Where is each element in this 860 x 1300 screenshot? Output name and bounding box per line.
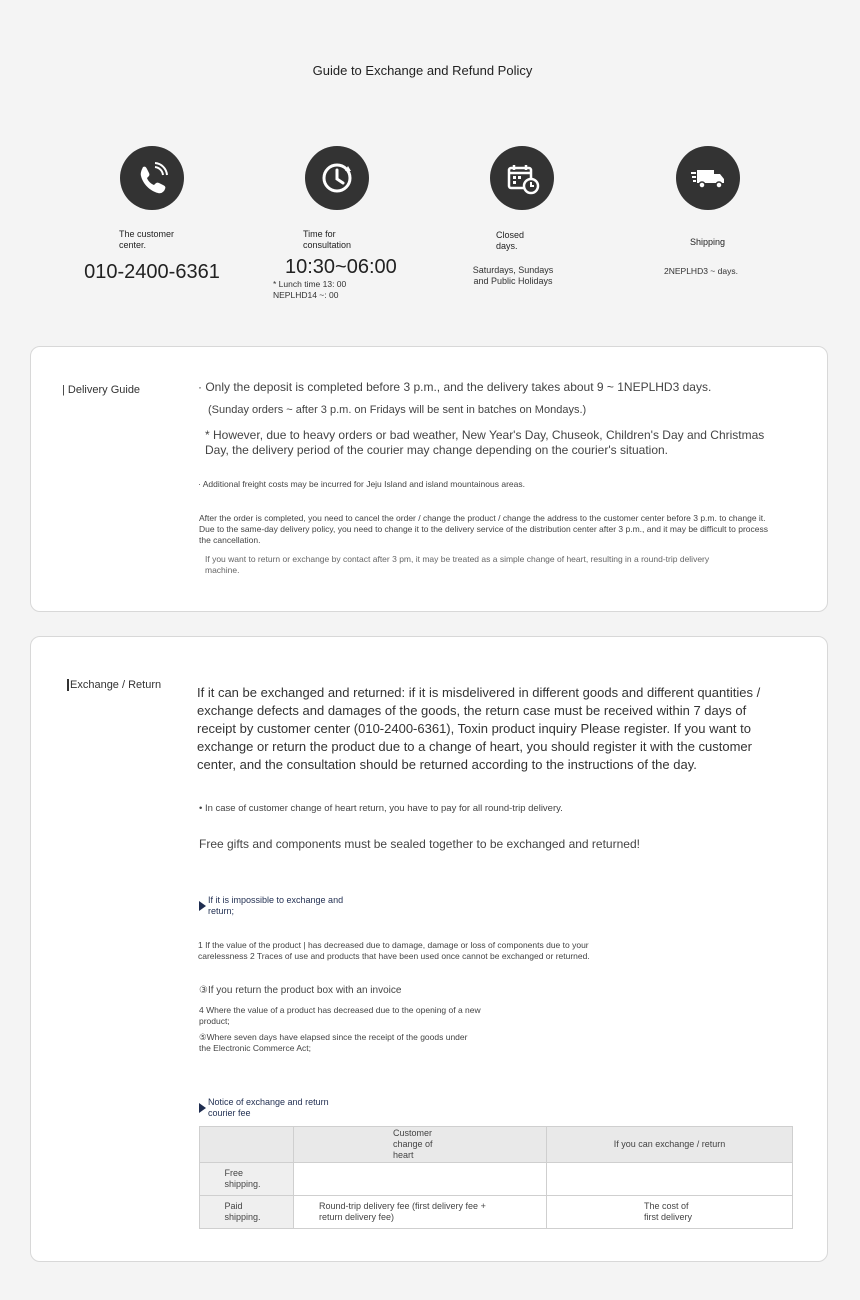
delivery-line-2: (Sunday orders ~ after 3 p.m. on Fridays will be sent in batches on Mondays.) [208,404,587,416]
table-row-text: Paid shipping. [224,1201,261,1222]
info-closed-days [442,146,602,287]
exchange-paragraph: If it can be exchanged and returned: if it is misdelivered in different goods and different quantities / exchange defects and damages of the goods, the return case must be received within 7 days of receipt by customer center (010-2400-6361), Toxin product inquiry Please register. If you want to exchange or return the product due to a change of heart, you should register it with the customer center, and the consultation should be returned according to the instructions of the day. [197,685,761,772]
delivery-line-3: * However, due to heavy orders or bad weather, New Year's Day, Chuseok, Children's Day and Christmas Day, the delivery period of the courier may change depending on the courier's situation. [205,428,765,457]
fee-heading [199,1097,349,1119]
change-of-heart-bullet: • In case of customer change of heart return, you have to pay for all round-trip delivery. [199,803,563,814]
info-label: Shipping [690,237,726,247]
phone-icon [120,146,184,210]
table-row-paid-shipping [200,1196,294,1229]
impossible-item-3: ③If you return the product box with an invoice [199,985,402,996]
table-row-text: Free shipping. [224,1168,261,1189]
calendar-icon [490,146,554,210]
table-cell-text: Round-trip delivery fee (first delivery fee + return delivery fee) [319,1201,486,1222]
delivery-line-4: · Additional freight costs may be incurred for Jeju Island and island mountainous areas. [198,479,525,489]
table-cell-blank [294,1163,547,1196]
delivery-line-5: After the order is completed, you need to cancel the order / change the product / change the address to the customer center before 3 p.m. to change it. Due to the same-day delivery policy, you need to change it to the delivery service of the distribution center after 3 p.m., and it may be difficult to process the cancellation. [199,513,769,545]
delivery-line-6: If you want to return or exchange by contact after 3 pm, it may be treated as a simple change of heart, resulting in a round-trip delivery machine. [205,554,710,575]
lunch-note-2: NEPLHD14 ~: 00 [273,290,339,300]
table-row-free-shipping [200,1163,294,1196]
info-consultation-time [257,146,417,301]
table-corner-cell [200,1127,294,1163]
info-customer-center [72,146,232,284]
impossible-item-1: 1 If the value of the product | has decreased due to damage, damage or loss of components due to your carelessness 2 Traces of use and products that have been used once cannot be exchanged or returned. [198,940,590,961]
info-label: The customer center. [119,229,175,250]
table-header-text: Customer change of heart [393,1128,433,1160]
gifts-note: Free gifts and components must be sealed together to be exchanged and returned! [199,837,640,851]
table-cell-first-delivery [547,1196,793,1229]
table-header-change-of-heart [294,1127,547,1163]
table-cell-round-trip [294,1196,547,1229]
exchange-return-label: Exchange / Return [67,679,161,691]
shipping-note: 2NEPLHD3 ~ days. [664,266,738,276]
page-title: Guide to Exchange and Refund Policy [312,63,533,78]
impossible-item-4: 4 Where the value of a product has decreased due to the opening of a new product; [199,1005,481,1026]
delivery-guide-label: | Delivery Guide [62,384,141,396]
closed-days-note-2: and Public Holidays [473,276,553,286]
phone-number: 010-2400-6361 [84,261,220,283]
truck-icon [676,146,740,210]
consultation-hours: 10:30~06:00 [285,256,397,278]
info-shipping [628,146,788,277]
triangle-icon [199,901,206,911]
clock-icon [305,146,369,210]
triangle-icon [199,1103,206,1113]
impossible-heading [199,895,359,917]
exchange-return-card [30,636,828,1262]
info-label: Time for consultation [303,229,352,250]
impossible-item-5: ⑤Where seven days have elapsed since the receipt of the goods under the Electronic Commerce Act; [199,1032,468,1053]
table-cell-blank [547,1163,793,1196]
info-label: Closed days. [496,230,525,251]
table-cell-text: The cost of first delivery [644,1201,693,1222]
closed-days-note: Saturdays, Sundays [472,265,554,275]
impossible-heading-text: If it is impossible to exchange and return; [208,895,344,916]
fee-heading-text: Notice of exchange and return courier fee [208,1097,329,1118]
delivery-line-1: · Only the deposit is completed before 3 p.m., and the delivery takes about 9 ~ 1NEPLHD3 days. [198,380,712,394]
table-header-exchangeable: If you can exchange / return [547,1127,793,1163]
lunch-note: * Lunch time 13: 00 [273,279,347,289]
fee-table [199,1126,793,1229]
delivery-guide-card [30,346,828,612]
